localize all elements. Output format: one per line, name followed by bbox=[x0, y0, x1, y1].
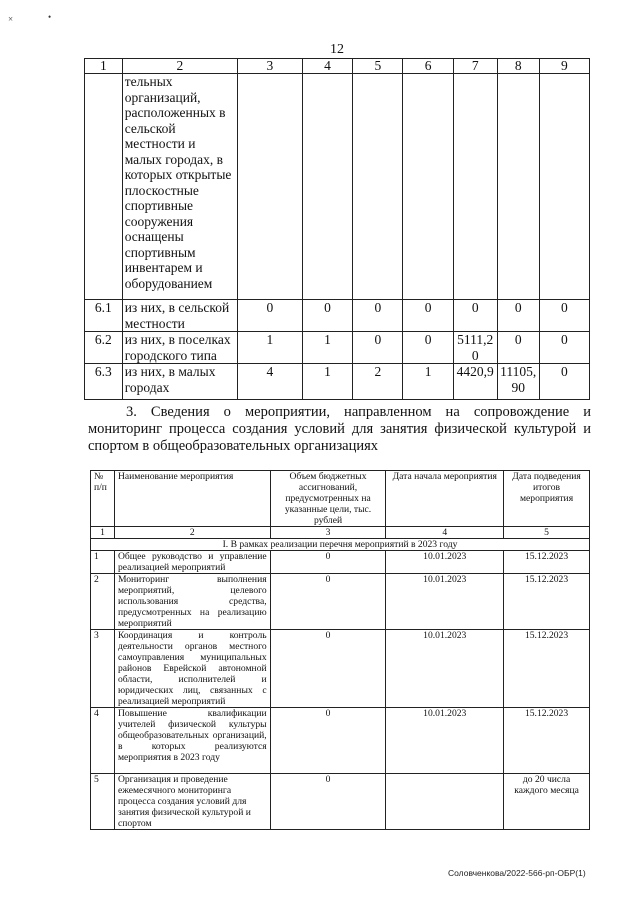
cell-value: 4 bbox=[237, 364, 302, 400]
row-name: из них, в малых городах bbox=[122, 364, 237, 400]
table-row bbox=[91, 774, 590, 830]
header-start: Дата начала мероприятия bbox=[386, 471, 504, 527]
page-number: 12 bbox=[330, 42, 344, 57]
measure-name: Мониторинг выполнения мероприятий, целевого использования средства, предусмотренных на реализацию мероприятий bbox=[114, 574, 270, 630]
table-row bbox=[85, 332, 590, 364]
table-row bbox=[85, 300, 590, 332]
cell-value: 0 bbox=[403, 300, 453, 332]
scan-mark: • bbox=[48, 12, 52, 22]
cell-value: 11105,90 bbox=[497, 364, 539, 400]
end-date: 15.12.2023 bbox=[504, 551, 590, 574]
scan-mark: × bbox=[8, 14, 14, 24]
cell-value: 0 bbox=[403, 332, 453, 364]
amount: 0 bbox=[270, 630, 386, 708]
cell-value: 0 bbox=[539, 332, 589, 364]
row-number: 6.2 bbox=[85, 332, 123, 364]
header-amount: Объем бюджетных ассигнований, предусмотренных на указанные цели, тыс. рублей bbox=[270, 471, 386, 527]
column-number: 2 bbox=[122, 59, 237, 74]
column-number: 3 bbox=[270, 527, 386, 539]
row-number: 5 bbox=[91, 774, 115, 830]
cell-value: 4420,9 bbox=[453, 364, 497, 400]
column-number: 8 bbox=[497, 59, 539, 74]
measure-name: Общее руководство и управление реализацией мероприятий bbox=[114, 551, 270, 574]
header-end: Дата подведения итогов мероприятия bbox=[504, 471, 590, 527]
amount: 0 bbox=[270, 574, 386, 630]
cell-value: 1 bbox=[237, 332, 302, 364]
start-date: 10.01.2023 bbox=[386, 574, 504, 630]
measure-name: Организация и проведение ежемесячного мониторинга процесса создания условий для занятия физической культурой и спортом bbox=[114, 774, 270, 830]
end-date: до 20 числа каждого месяца bbox=[504, 774, 590, 830]
cell-value: 1 bbox=[302, 364, 352, 400]
start-date: 10.01.2023 bbox=[386, 708, 504, 774]
column-number: 1 bbox=[85, 59, 123, 74]
section-row bbox=[91, 539, 590, 551]
table-row bbox=[91, 708, 590, 774]
cell-value: 0 bbox=[539, 364, 589, 400]
indicators-table bbox=[84, 58, 590, 400]
measure-name: Координация и контроль деятельности органов местного самоуправления муниципальных районов Еврейской автономной области, исполнителей и юридических лиц, связанных с реализацией мероприятий bbox=[114, 630, 270, 708]
table-row bbox=[85, 74, 590, 300]
column-number: 1 bbox=[91, 527, 115, 539]
table-row bbox=[91, 551, 590, 574]
section-title: I. В рамках реализации перечня мероприятий в 2023 году bbox=[91, 539, 590, 551]
end-date: 15.12.2023 bbox=[504, 574, 590, 630]
row-number: 4 bbox=[91, 708, 115, 774]
amount: 0 bbox=[270, 708, 386, 774]
header-name: Наименование мероприятия bbox=[114, 471, 270, 527]
cell-value: 0 bbox=[497, 300, 539, 332]
column-number: 3 bbox=[237, 59, 302, 74]
table-row bbox=[85, 364, 590, 400]
start-date: 10.01.2023 bbox=[386, 551, 504, 574]
end-date: 15.12.2023 bbox=[504, 708, 590, 774]
cell-value: 1 bbox=[403, 364, 453, 400]
cell-value: 0 bbox=[453, 300, 497, 332]
column-number: 5 bbox=[504, 527, 590, 539]
cell-value: 0 bbox=[539, 300, 589, 332]
row-name: из них, в поселках городского типа bbox=[122, 332, 237, 364]
continuation-text: тельных организаций, расположенных в сельской местности и малых городах, в которых открытые плоскостные спортивные сооружения оснащены спортивным инвентарем и оборудованием bbox=[122, 74, 237, 300]
column-number: 2 bbox=[114, 527, 270, 539]
table-header-row bbox=[85, 59, 590, 74]
cell-value: 2 bbox=[353, 364, 403, 400]
start-date: 10.01.2023 bbox=[386, 630, 504, 708]
measure-name: Повышение квалификации учителей физической культуры общеобразовательных организаций, в которых реализуются мероприятия в 2023 году bbox=[114, 708, 270, 774]
table-header-row bbox=[91, 471, 590, 527]
amount: 0 bbox=[270, 774, 386, 830]
cell-value: 0 bbox=[353, 300, 403, 332]
section-3-heading: 3. Сведения о мероприятии, направленном на сопровождение и мониторинг процесса создания условий для занятия физической культурой и спортом в общеобразовательных организациях bbox=[88, 404, 591, 454]
row-number: 3 bbox=[91, 630, 115, 708]
table-row bbox=[91, 574, 590, 630]
column-number: 5 bbox=[353, 59, 403, 74]
column-number: 4 bbox=[302, 59, 352, 74]
row-number: 6.1 bbox=[85, 300, 123, 332]
column-number: 7 bbox=[453, 59, 497, 74]
cell-value: 0 bbox=[497, 332, 539, 364]
column-number: 4 bbox=[386, 527, 504, 539]
cell-value: 0 bbox=[302, 300, 352, 332]
cell-value: 0 bbox=[353, 332, 403, 364]
column-number: 9 bbox=[539, 59, 589, 74]
start-date bbox=[386, 774, 504, 830]
measures-table bbox=[90, 470, 590, 830]
cell-value: 0 bbox=[237, 300, 302, 332]
cell-value: 1 bbox=[302, 332, 352, 364]
row-number: 2 bbox=[91, 574, 115, 630]
column-numbers-row bbox=[91, 527, 590, 539]
column-number: 6 bbox=[403, 59, 453, 74]
row-name: из них, в сельской местности bbox=[122, 300, 237, 332]
table-row bbox=[91, 630, 590, 708]
amount: 0 bbox=[270, 551, 386, 574]
header-num: № п/п bbox=[91, 471, 115, 527]
cell-value: 5111,20 bbox=[453, 332, 497, 364]
row-number: 1 bbox=[91, 551, 115, 574]
row-number: 6.3 bbox=[85, 364, 123, 400]
document-reference: Соловченкова/2022-566-рп-ОБР(1) bbox=[448, 868, 586, 878]
end-date: 15.12.2023 bbox=[504, 630, 590, 708]
